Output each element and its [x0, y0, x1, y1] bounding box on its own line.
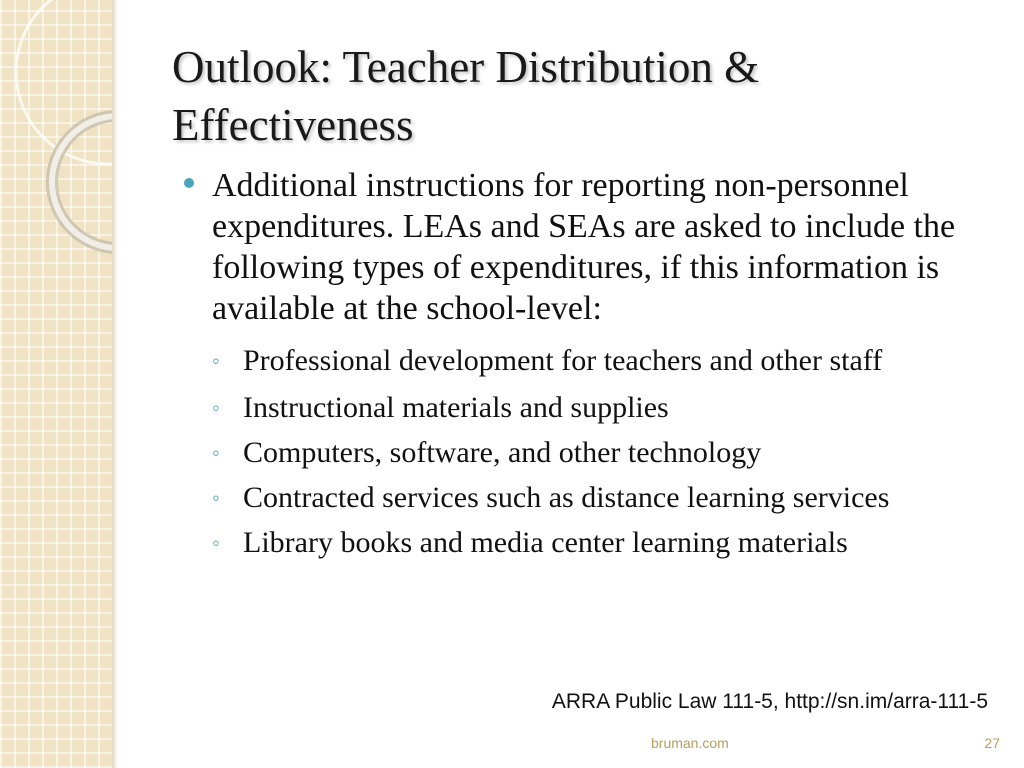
slide-title [172, 38, 992, 154]
sub-bullet-text: Computers, software, and other technology [243, 436, 762, 469]
hollow-circle-icon: ◦ [212, 348, 220, 373]
decorative-rings [0, 0, 112, 300]
hollow-circle-icon: ◦ [212, 395, 220, 420]
sub-bullet [212, 343, 994, 378]
decorative-side-panel [0, 0, 112, 768]
sub-bullet [212, 435, 994, 470]
main-bullet [184, 165, 994, 329]
hollow-circle-icon: ◦ [212, 530, 220, 555]
title-line-1: Outlook: Teacher Distribution & [172, 42, 760, 92]
sub-bullet [212, 525, 994, 560]
title-line-2: Effectiveness [172, 100, 414, 150]
sub-bullet [212, 480, 994, 515]
sub-bullet [212, 390, 994, 425]
side-panel-edge [112, 0, 118, 768]
sub-bullet-text: Contracted services such as distance learning services [243, 481, 890, 514]
page-number: 27 [984, 735, 1000, 751]
bullet-dot-icon [184, 178, 194, 188]
sub-bullet-list [184, 343, 994, 560]
footer-site: bruman.com [651, 735, 729, 751]
hollow-circle-icon: ◦ [212, 485, 220, 510]
sub-bullet-text: Library books and media center learning materials [243, 526, 848, 559]
content-list [184, 165, 994, 570]
main-bullet-text: Additional instructions for reporting non-personnel expenditures. LEAs and SEAs are asked to include the following types of expenditures, if this information is available at the school-level: [212, 167, 956, 327]
hollow-circle-icon: ◦ [212, 440, 220, 465]
sub-bullet-text: Instructional materials and supplies [243, 391, 669, 424]
citation-text: ARRA Public Law 111-5, http://sn.im/arra-111-5 [551, 690, 988, 713]
sub-bullet-text: Professional development for teachers and other staff [243, 344, 883, 377]
